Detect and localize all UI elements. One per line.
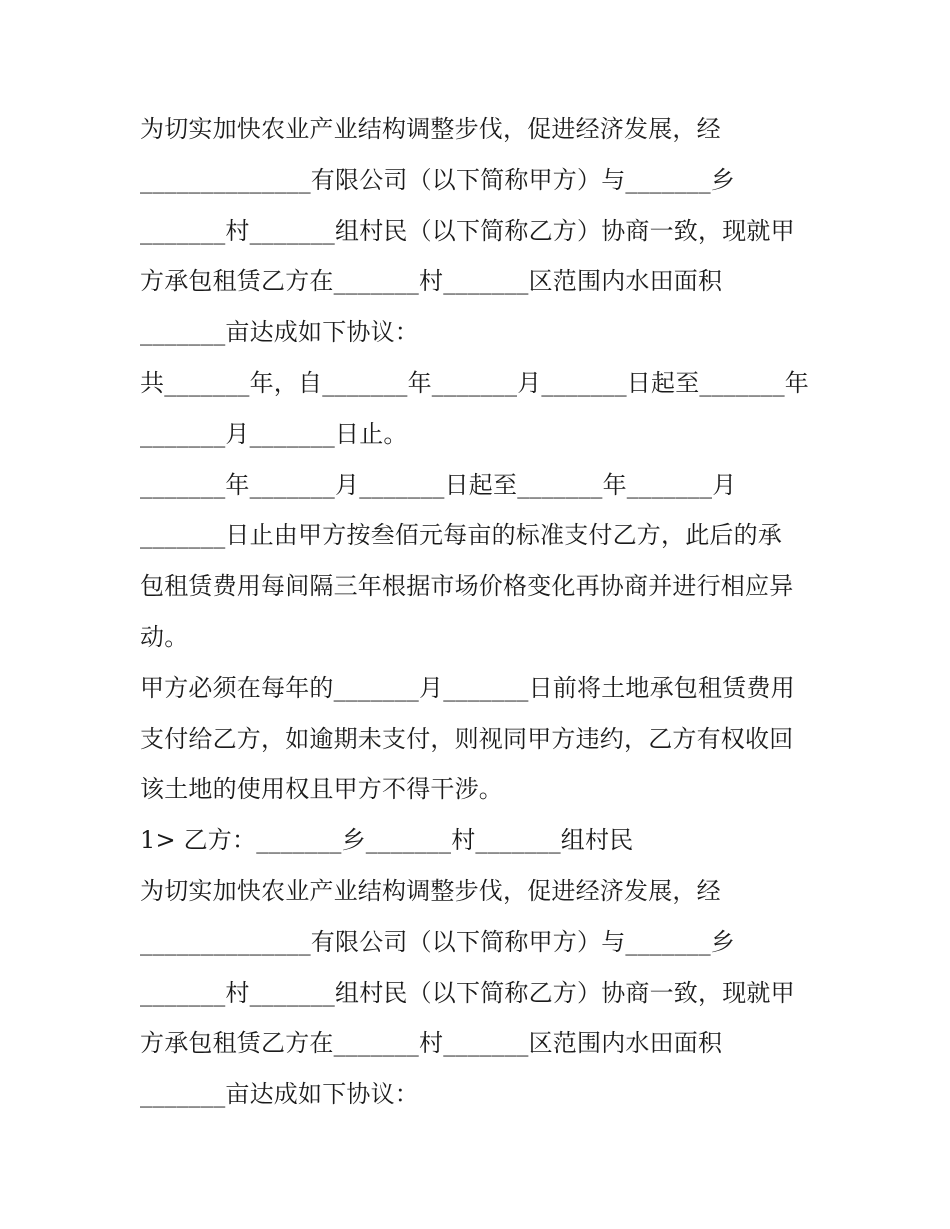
text-line: 动。 — [140, 622, 189, 651]
text-line: 包租赁费用每间隔三年根据市场价格变化再协商并进行相应异 — [140, 572, 794, 601]
text-line: 该土地的使用权且甲方不得干涉。 — [140, 775, 503, 804]
text-line: _______亩达成如下协议： — [140, 1080, 419, 1109]
text-line: _______村_______组村民（以下简称乙方）协商一致，现就甲 — [140, 216, 795, 245]
text-line: 为切实加快农业产业结构调整步伐，促进经济发展，经 — [140, 115, 721, 143]
text-line: _______年_______月_______日起至_______年_______月 — [140, 470, 737, 499]
text-line: 共_______年，自_______年_______月_______日起至_______年 — [140, 368, 809, 397]
text-line: _______亩达成如下协议： — [140, 318, 419, 347]
text-line: ______________有限公司（以下简称甲方）与_______乡 — [140, 165, 735, 194]
text-line: _______日止由甲方按叁佰元每亩的标准支付乙方，此后的承 — [140, 521, 782, 550]
document-body — [140, 104, 830, 1120]
text-line: 方承包租赁乙方在_______村_______区范围内水田面积 — [140, 267, 723, 296]
text-line: 甲方必须在每年的_______月_______日前将土地承包租赁费用 — [140, 673, 795, 702]
text-line: _______月_______日止。 — [140, 419, 408, 448]
text-line: 支付给乙方，如逾期未支付，则视同甲方违约，乙方有权收回 — [140, 724, 794, 753]
text-line: _______村_______组村民（以下简称乙方）协商一致，现就甲 — [140, 978, 795, 1007]
text-line: ______________有限公司（以下简称甲方）与_______乡 — [140, 927, 735, 956]
text-line: 方承包租赁乙方在_______村_______区范围内水田面积 — [140, 1029, 723, 1058]
text-line: 为切实加快农业产业结构调整步伐，促进经济发展，经 — [140, 876, 721, 905]
text-line: 1> 乙方：_______乡_______村_______组村民 — [140, 826, 634, 855]
